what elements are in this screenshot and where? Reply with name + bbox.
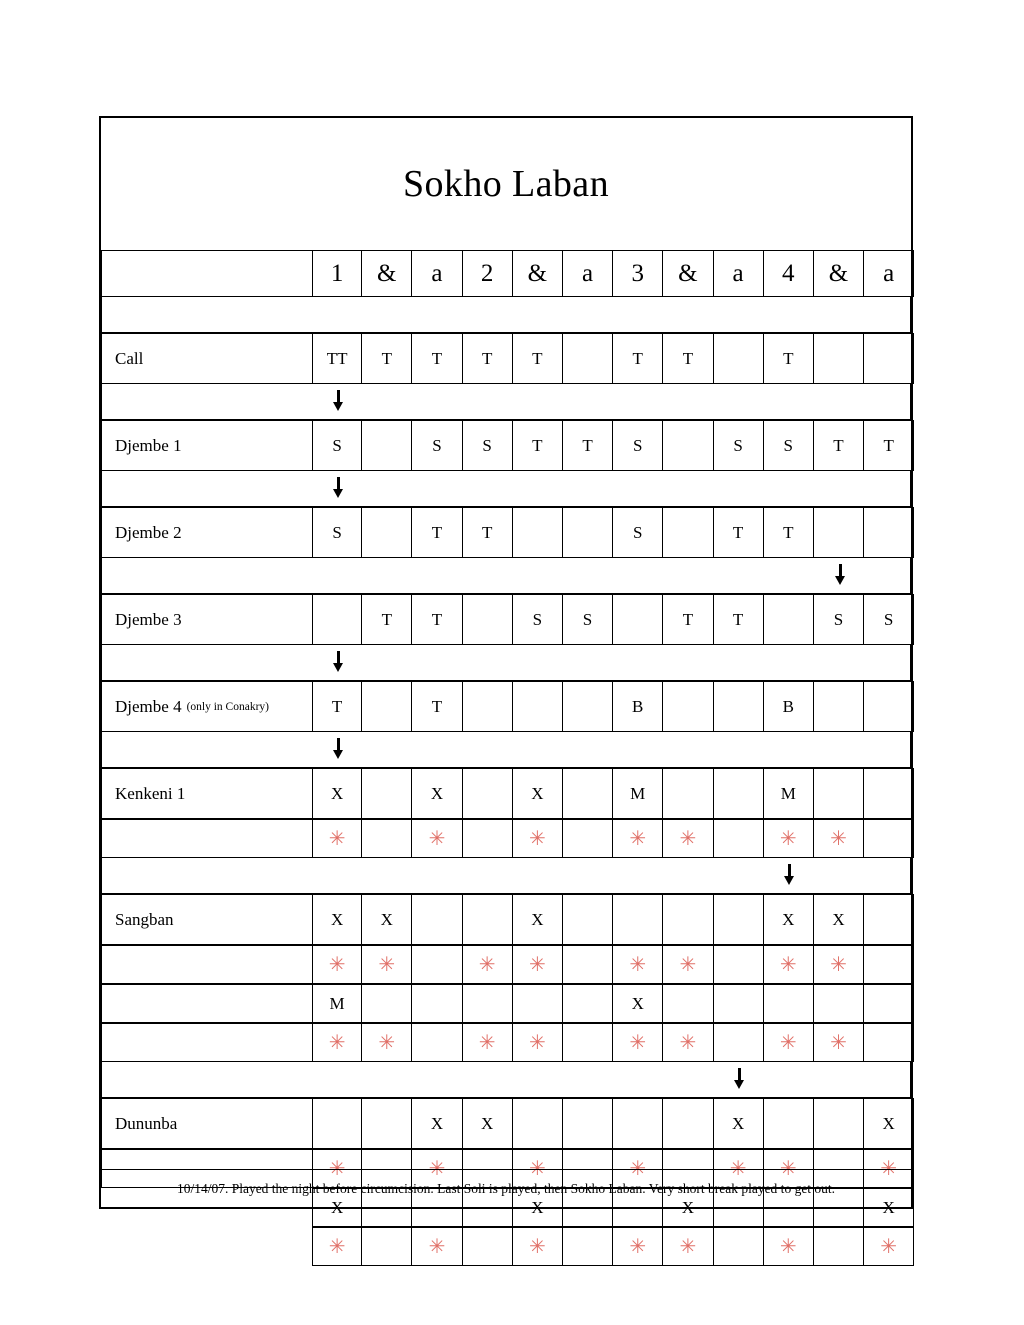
dununba-cell-10 xyxy=(764,1098,814,1149)
accent-asterisk-icon: ✳ xyxy=(779,1031,797,1054)
call-cell-3: T xyxy=(412,333,462,384)
djembe-3-cell-9: T xyxy=(714,594,764,645)
sangban-accents-2-row xyxy=(101,1023,911,1062)
accent-asterisk-icon: ✳ xyxy=(679,1235,697,1258)
accent-asterisk-icon: ✳ xyxy=(378,953,396,976)
accent-asterisk-icon: ✳ xyxy=(478,1031,496,1054)
dununba-cell-5 xyxy=(513,1098,563,1149)
accent-asterisk-icon: ✳ xyxy=(328,953,346,976)
djembe-4-cell-2 xyxy=(362,681,412,732)
accent-asterisk-icon: ✳ xyxy=(629,1157,647,1180)
djembe-4-cell-10: B xyxy=(764,681,814,732)
beat-header-1: 1 xyxy=(312,250,362,297)
djembe-4-cell-8 xyxy=(663,681,713,732)
sangban-accents-2-cell-3 xyxy=(412,1023,462,1062)
accent-asterisk-icon: ✳ xyxy=(428,827,446,850)
sangban-cell-4 xyxy=(463,894,513,945)
footer-note: 10/14/07. Played the night before circumcision. Last Soli is played, then Sokho Laban. Very short break played to get out. xyxy=(101,1169,911,1207)
sangban-accents-1-cell-10 xyxy=(764,945,814,984)
call-cell-6 xyxy=(563,333,613,384)
kenkeni-1-cell-8 xyxy=(663,768,713,819)
accent-asterisk-icon: ✳ xyxy=(528,1031,546,1054)
call-cell-8: T xyxy=(663,333,713,384)
sangban-variation-row xyxy=(101,984,911,1023)
title-block xyxy=(101,118,911,250)
accent-asterisk-icon: ✳ xyxy=(779,953,797,976)
accent-asterisk-icon: ✳ xyxy=(629,1031,647,1054)
dununba-accents-2-cell-10 xyxy=(764,1227,814,1266)
djembe-1-label xyxy=(101,420,312,471)
djembe-2-row xyxy=(101,507,911,558)
dununba-variation-cell-8: X xyxy=(663,1188,713,1227)
djembe-4-cell-6 xyxy=(563,681,613,732)
dununba-accents-2-cell-5 xyxy=(513,1227,563,1266)
sangban-variation-cell-4 xyxy=(463,984,513,1023)
label-sublabel: (only in Conakry) xyxy=(186,700,269,713)
sangban-accents-2-cell-4 xyxy=(463,1023,513,1062)
dununba-cell-1 xyxy=(312,1098,362,1149)
sangban-variation-cell-7: X xyxy=(613,984,663,1023)
kenkeni-1-cell-5: X xyxy=(513,768,563,819)
sangban-variation-cell-2 xyxy=(362,984,412,1023)
arrow-spacer-row xyxy=(101,471,911,507)
beat-header-4: 2 xyxy=(463,250,513,297)
sangban-accents-1-cell-7 xyxy=(613,945,663,984)
sangban-cell-2: X xyxy=(362,894,412,945)
sangban-accents-1-cell-11 xyxy=(814,945,864,984)
spacer-row xyxy=(101,297,911,333)
djembe-1-cell-9: S xyxy=(714,420,764,471)
dununba-accents-2-cell-3 xyxy=(412,1227,462,1266)
kenkeni-1-cell-4 xyxy=(463,768,513,819)
sangban-variation-cell-11 xyxy=(814,984,864,1023)
djembe-3-cell-1 xyxy=(312,594,362,645)
sangban-accents-2-cell-11 xyxy=(814,1023,864,1062)
djembe-3-label xyxy=(101,594,312,645)
dununba-accents-2-cell-11 xyxy=(814,1227,864,1266)
beat-header-7: 3 xyxy=(613,250,663,297)
sangban-cell-11: X xyxy=(814,894,864,945)
label-text: Djembe 1 xyxy=(115,435,182,455)
dununba-variation-cell-5: X xyxy=(513,1188,563,1227)
kenkeni-1-accents-cell-8 xyxy=(663,819,713,858)
sangban-accents-1-cell-2 xyxy=(362,945,412,984)
dununba-cell-8 xyxy=(663,1098,713,1149)
djembe-2-cell-9: T xyxy=(714,507,764,558)
accent-asterisk-icon: ✳ xyxy=(779,1157,797,1180)
sangban-accents-2-cell-5 xyxy=(513,1023,563,1062)
sangban-accents-2-cell-8 xyxy=(663,1023,713,1062)
kenkeni-1-cell-3: X xyxy=(412,768,462,819)
djembe-4-row xyxy=(101,681,911,732)
sangban-accents-1-cell-12 xyxy=(864,945,914,984)
sangban-accents-1-cell-6 xyxy=(563,945,613,984)
dununba-cell-11 xyxy=(814,1098,864,1149)
beat-header-5: & xyxy=(513,250,563,297)
kenkeni-1-cell-1: X xyxy=(312,768,362,819)
accent-asterisk-icon: ✳ xyxy=(779,827,797,850)
arrow-spacer-row xyxy=(101,1062,911,1098)
kenkeni-1-cell-11 xyxy=(814,768,864,819)
kenkeni-1-cell-9 xyxy=(714,768,764,819)
djembe-3-cell-8: T xyxy=(663,594,713,645)
call-row xyxy=(101,333,911,384)
sangban-accents-2-cell-9 xyxy=(714,1023,764,1062)
djembe-1-cell-7: S xyxy=(613,420,663,471)
djembe-3-cell-12: S xyxy=(864,594,914,645)
dununba-cell-12: X xyxy=(864,1098,914,1149)
sangban-accents-2-cell-12 xyxy=(864,1023,914,1062)
sangban-accents-1-cell-5 xyxy=(513,945,563,984)
djembe-2-cell-1: S xyxy=(312,507,362,558)
sangban-accents-1-cell-3 xyxy=(412,945,462,984)
djembe-4-cell-12 xyxy=(864,681,914,732)
djembe-3-cell-4 xyxy=(463,594,513,645)
sangban-variation-cell-12 xyxy=(864,984,914,1023)
kenkeni-1-accents-cell-10 xyxy=(764,819,814,858)
dununba-accents-2-label xyxy=(101,1227,312,1266)
djembe-2-cell-12 xyxy=(864,507,914,558)
sangban-accents-2-cell-2 xyxy=(362,1023,412,1062)
sangban-cell-12 xyxy=(864,894,914,945)
dununba-accents-2-cell-6 xyxy=(563,1227,613,1266)
sangban-accents-1-cell-9 xyxy=(714,945,764,984)
accent-asterisk-icon: ✳ xyxy=(779,1235,797,1258)
sangban-cell-5: X xyxy=(513,894,563,945)
djembe-1-cell-10: S xyxy=(764,420,814,471)
djembe-4-cell-7: B xyxy=(613,681,663,732)
djembe-4-cell-11 xyxy=(814,681,864,732)
accent-asterisk-icon: ✳ xyxy=(830,1031,847,1054)
djembe-4-cell-3: T xyxy=(412,681,462,732)
sangban-cell-6 xyxy=(563,894,613,945)
call-cell-2: T xyxy=(362,333,412,384)
djembe-1-row xyxy=(101,420,911,471)
beat-header-11: & xyxy=(814,250,864,297)
accent-asterisk-icon: ✳ xyxy=(528,1235,546,1258)
beat-header-row xyxy=(101,250,911,297)
djembe-3-cell-10 xyxy=(764,594,814,645)
page-title: Sokho Laban xyxy=(403,163,609,205)
kenkeni-1-cell-6 xyxy=(563,768,613,819)
djembe-2-label xyxy=(101,507,312,558)
call-cell-10: T xyxy=(764,333,814,384)
beat-header-12: a xyxy=(864,250,914,297)
accent-asterisk-icon: ✳ xyxy=(478,953,496,976)
dununba-accents-2-cell-4 xyxy=(463,1227,513,1266)
accent-asterisk-icon: ✳ xyxy=(428,1157,446,1180)
kenkeni-1-row xyxy=(101,768,911,819)
dununba-cell-6 xyxy=(563,1098,613,1149)
dununba-variation-cell-12: X xyxy=(864,1188,914,1227)
accent-asterisk-icon: ✳ xyxy=(378,1031,396,1054)
djembe-3-cell-11: S xyxy=(814,594,864,645)
sangban-accents-2-cell-1 xyxy=(312,1023,362,1062)
sangban-variation-cell-5 xyxy=(513,984,563,1023)
dununba-accents-2-cell-1 xyxy=(312,1227,362,1266)
djembe-2-cell-3: T xyxy=(412,507,462,558)
dununba-accents-2-cell-7 xyxy=(613,1227,663,1266)
djembe-4-cell-9 xyxy=(714,681,764,732)
djembe-1-cell-1: S xyxy=(312,420,362,471)
djembe-4-cell-5 xyxy=(513,681,563,732)
call-cell-9 xyxy=(714,333,764,384)
sangban-accents-2-cell-10 xyxy=(764,1023,814,1062)
label-text: Dununba xyxy=(115,1113,178,1133)
sangban-accents-1-row xyxy=(101,945,911,984)
sangban-variation-cell-3 xyxy=(412,984,462,1023)
djembe-3-row xyxy=(101,594,911,645)
kenkeni-1-cell-10: M xyxy=(764,768,814,819)
kenkeni-1-label xyxy=(101,768,312,819)
accent-asterisk-icon: ✳ xyxy=(629,953,647,976)
call-cell-11 xyxy=(814,333,864,384)
kenkeni-1-cell-12 xyxy=(864,768,914,819)
call-cell-4: T xyxy=(463,333,513,384)
sangban-variation-cell-6 xyxy=(563,984,613,1023)
kenkeni-1-cell-2 xyxy=(362,768,412,819)
accent-asterisk-icon: ✳ xyxy=(428,1235,446,1258)
sangban-label xyxy=(101,894,312,945)
djembe-3-cell-6: S xyxy=(563,594,613,645)
sangban-accents-1-cell-1 xyxy=(312,945,362,984)
djembe-4-cell-4 xyxy=(463,681,513,732)
dununba-cell-9: X xyxy=(714,1098,764,1149)
accent-asterisk-icon: ✳ xyxy=(528,953,546,976)
accent-asterisk-icon: ✳ xyxy=(629,1235,647,1258)
accent-asterisk-icon: ✳ xyxy=(830,827,847,850)
djembe-1-cell-5: T xyxy=(513,420,563,471)
accent-asterisk-icon: ✳ xyxy=(679,827,697,850)
dununba-accents-2-row xyxy=(101,1227,911,1266)
djembe-1-cell-3: S xyxy=(412,420,462,471)
call-cell-7: T xyxy=(613,333,663,384)
kenkeni-1-accents-cell-4 xyxy=(463,819,513,858)
sangban-accents-2-label xyxy=(101,1023,312,1062)
accent-asterisk-icon: ✳ xyxy=(729,1157,747,1180)
dununba-accents-2-cell-8 xyxy=(663,1227,713,1266)
dununba-accents-2-cell-12 xyxy=(864,1227,914,1266)
djembe-2-cell-10: T xyxy=(764,507,814,558)
dununba-cell-7 xyxy=(613,1098,663,1149)
accent-asterisk-icon: ✳ xyxy=(629,827,647,850)
accent-asterisk-icon: ✳ xyxy=(528,827,546,850)
dununba-cell-2 xyxy=(362,1098,412,1149)
beat-header-9: a xyxy=(714,250,764,297)
call-label xyxy=(101,333,312,384)
djembe-3-cell-7 xyxy=(613,594,663,645)
djembe-3-cell-3: T xyxy=(412,594,462,645)
djembe-1-cell-12: T xyxy=(864,420,914,471)
accent-asterisk-icon: ✳ xyxy=(328,1031,346,1054)
djembe-2-cell-6 xyxy=(563,507,613,558)
dununba-row xyxy=(101,1098,911,1149)
djembe-2-cell-7: S xyxy=(613,507,663,558)
accent-asterisk-icon: ✳ xyxy=(328,827,346,850)
sangban-cell-8 xyxy=(663,894,713,945)
dununba-cell-4: X xyxy=(463,1098,513,1149)
accent-asterisk-icon: ✳ xyxy=(328,1157,346,1180)
dununba-label xyxy=(101,1098,312,1149)
sangban-variation-cell-9 xyxy=(714,984,764,1023)
djembe-4-label xyxy=(101,681,312,732)
sangban-cell-1: X xyxy=(312,894,362,945)
sangban-variation-cell-10 xyxy=(764,984,814,1023)
label-text: Call xyxy=(115,348,144,368)
beat-header-6: a xyxy=(563,250,613,297)
call-cell-5: T xyxy=(513,333,563,384)
notation-sheet xyxy=(99,116,913,1258)
djembe-1-cell-2 xyxy=(362,420,412,471)
accent-asterisk-icon: ✳ xyxy=(679,953,697,976)
djembe-2-cell-8 xyxy=(663,507,713,558)
kenkeni-1-cell-7: M xyxy=(613,768,663,819)
djembe-2-cell-4: T xyxy=(463,507,513,558)
label-text: Djembe 3 xyxy=(115,609,182,629)
djembe-2-cell-2 xyxy=(362,507,412,558)
djembe-2-cell-5 xyxy=(513,507,563,558)
label-text: Djembe 4 xyxy=(115,696,182,716)
dununba-accents-2-cell-2 xyxy=(362,1227,412,1266)
djembe-1-cell-6: T xyxy=(563,420,613,471)
kenkeni-1-accents-cell-12 xyxy=(864,819,914,858)
accent-asterisk-icon: ✳ xyxy=(328,1235,346,1258)
djembe-3-cell-5: S xyxy=(513,594,563,645)
sangban-variation-cell-8 xyxy=(663,984,713,1023)
beat-header-2: & xyxy=(362,250,412,297)
sangban-accents-1-label xyxy=(101,945,312,984)
sangban-row xyxy=(101,894,911,945)
kenkeni-1-accents-cell-2 xyxy=(362,819,412,858)
call-cell-12 xyxy=(864,333,914,384)
kenkeni-1-accents-cell-6 xyxy=(563,819,613,858)
notation-grid xyxy=(101,250,911,1266)
kenkeni-1-accents-cell-5 xyxy=(513,819,563,858)
sangban-accents-1-cell-4 xyxy=(463,945,513,984)
kenkeni-1-accents-cell-11 xyxy=(814,819,864,858)
beat-header-label xyxy=(101,250,312,297)
sangban-accents-1-cell-8 xyxy=(663,945,713,984)
arrow-spacer-row xyxy=(101,384,911,420)
djembe-2-cell-11 xyxy=(814,507,864,558)
kenkeni-1-accents-cell-3 xyxy=(412,819,462,858)
sangban-cell-3 xyxy=(412,894,462,945)
kenkeni-1-accents-cell-7 xyxy=(613,819,663,858)
accent-asterisk-icon: ✳ xyxy=(880,1235,898,1258)
kenkeni-1-accents-cell-1 xyxy=(312,819,362,858)
djembe-1-cell-11: T xyxy=(814,420,864,471)
sangban-variation-cell-1: M xyxy=(312,984,362,1023)
djembe-4-cell-1: T xyxy=(312,681,362,732)
call-cell-1: TT xyxy=(312,333,362,384)
kenkeni-1-accents-row xyxy=(101,819,911,858)
kenkeni-1-accents-cell-9 xyxy=(714,819,764,858)
accent-asterisk-icon: ✳ xyxy=(679,1031,697,1054)
arrow-spacer-row xyxy=(101,645,911,681)
dununba-accents-2-cell-9 xyxy=(714,1227,764,1266)
arrow-spacer-row xyxy=(101,732,911,768)
djembe-3-cell-2: T xyxy=(362,594,412,645)
kenkeni-1-accents-label xyxy=(101,819,312,858)
label-text: Sangban xyxy=(115,909,174,929)
sangban-accents-2-cell-6 xyxy=(563,1023,613,1062)
dununba-variation-cell-1: X xyxy=(312,1188,362,1227)
dununba-cell-3: X xyxy=(412,1098,462,1149)
djembe-1-cell-4: S xyxy=(463,420,513,471)
label-text: Djembe 2 xyxy=(115,522,182,542)
beat-header-10: 4 xyxy=(764,250,814,297)
label-text: Kenkeni 1 xyxy=(115,783,186,803)
sangban-cell-10: X xyxy=(764,894,814,945)
sangban-accents-2-cell-7 xyxy=(613,1023,663,1062)
sangban-cell-7 xyxy=(613,894,663,945)
accent-asterisk-icon: ✳ xyxy=(528,1157,546,1180)
beat-header-8: & xyxy=(663,250,713,297)
accent-asterisk-icon: ✳ xyxy=(880,1157,898,1180)
sangban-cell-9 xyxy=(714,894,764,945)
beat-header-3: a xyxy=(412,250,462,297)
arrow-spacer-row xyxy=(101,558,911,594)
arrow-spacer-row xyxy=(101,858,911,894)
accent-asterisk-icon: ✳ xyxy=(830,953,847,976)
djembe-1-cell-8 xyxy=(663,420,713,471)
sangban-variation-label xyxy=(101,984,312,1023)
